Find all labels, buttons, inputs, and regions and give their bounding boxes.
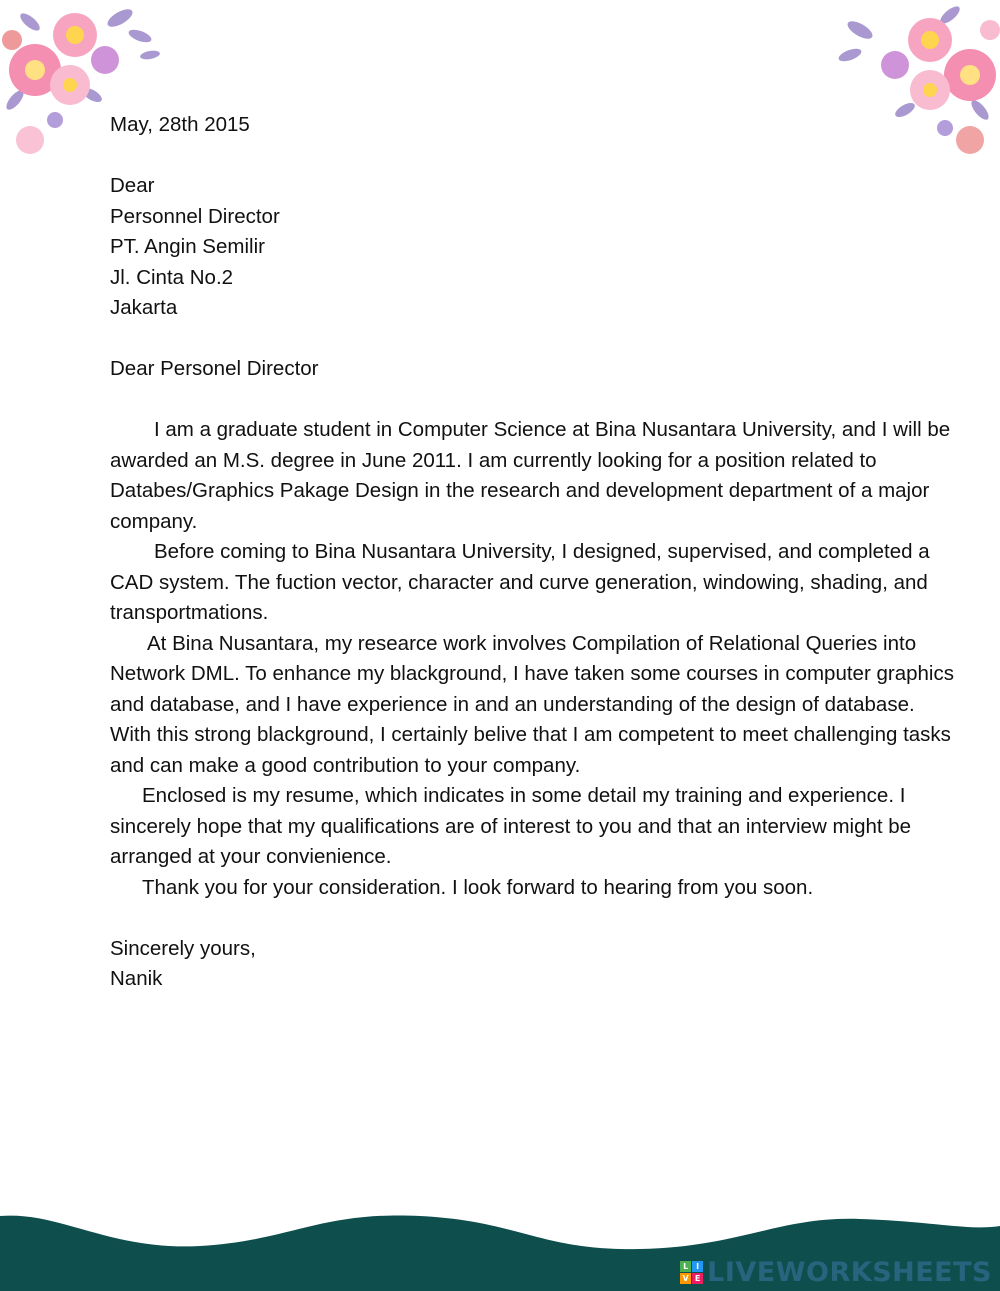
body-paragraph: At Bina Nusantara, my researce work involves Compilation of Relational Queries into Network DML. To enhance my blackground, I have taken some courses in computer graphics and database, and I have experience in and an understanding of the design of database. With this strong blackground, I certainly belive that I am competent to meet challenging tasks and can make a good contribution to your company. xyxy=(110,631,954,777)
recipient-line: Personnel Director xyxy=(110,204,280,228)
liveworksheets-logo-icon xyxy=(680,1261,703,1284)
body-paragraph: Enclosed is my resume, which indicates in some detail my training and experience. I sincerely hope that my qualifications are of interest to you and that an interview might be arranged at your convienience. xyxy=(110,784,912,868)
logo-letter: L xyxy=(680,1261,691,1272)
body-paragraph: Thank you for your consideration. I look forward to hearing from you soon. xyxy=(142,875,814,899)
logo-letter: I xyxy=(692,1261,703,1272)
recipient-line: Jakarta xyxy=(110,296,178,319)
recipient-address xyxy=(110,171,960,324)
recipient-line: PT. Angin Semilir xyxy=(110,235,265,258)
logo-letter: E xyxy=(692,1273,703,1284)
recipient-line: Jl. Cinta No.2 xyxy=(110,265,234,289)
letter-date: May, 28th 2015 xyxy=(110,113,250,136)
letter-closing: Sincerely yours, xyxy=(110,936,256,960)
body-paragraph: Before coming to Bina Nusantara University, I designed, supervised, and completed a CAD system. The fuction vector, character and curve generation, windowing, shading, and transportmations. xyxy=(110,540,930,624)
logo-letter: V xyxy=(680,1273,691,1284)
body-paragraph: I am a graduate student in Computer Science at Bina Nusantara University, and I will be awarded an M.S. degree in June 2011. I am currently looking for a position related to Databes/Graphics Pakage Design in the research and development department of a major company. xyxy=(110,418,951,533)
letter-salutation: Dear Personel Director xyxy=(110,357,319,380)
recipient-line: Dear xyxy=(110,174,155,197)
letter-signature: Nanik xyxy=(110,967,163,990)
flower-icon xyxy=(2,13,119,154)
letter-body xyxy=(110,110,960,995)
watermark-text: LIVEWORKSHEETS xyxy=(707,1256,992,1288)
watermark xyxy=(680,1256,992,1288)
